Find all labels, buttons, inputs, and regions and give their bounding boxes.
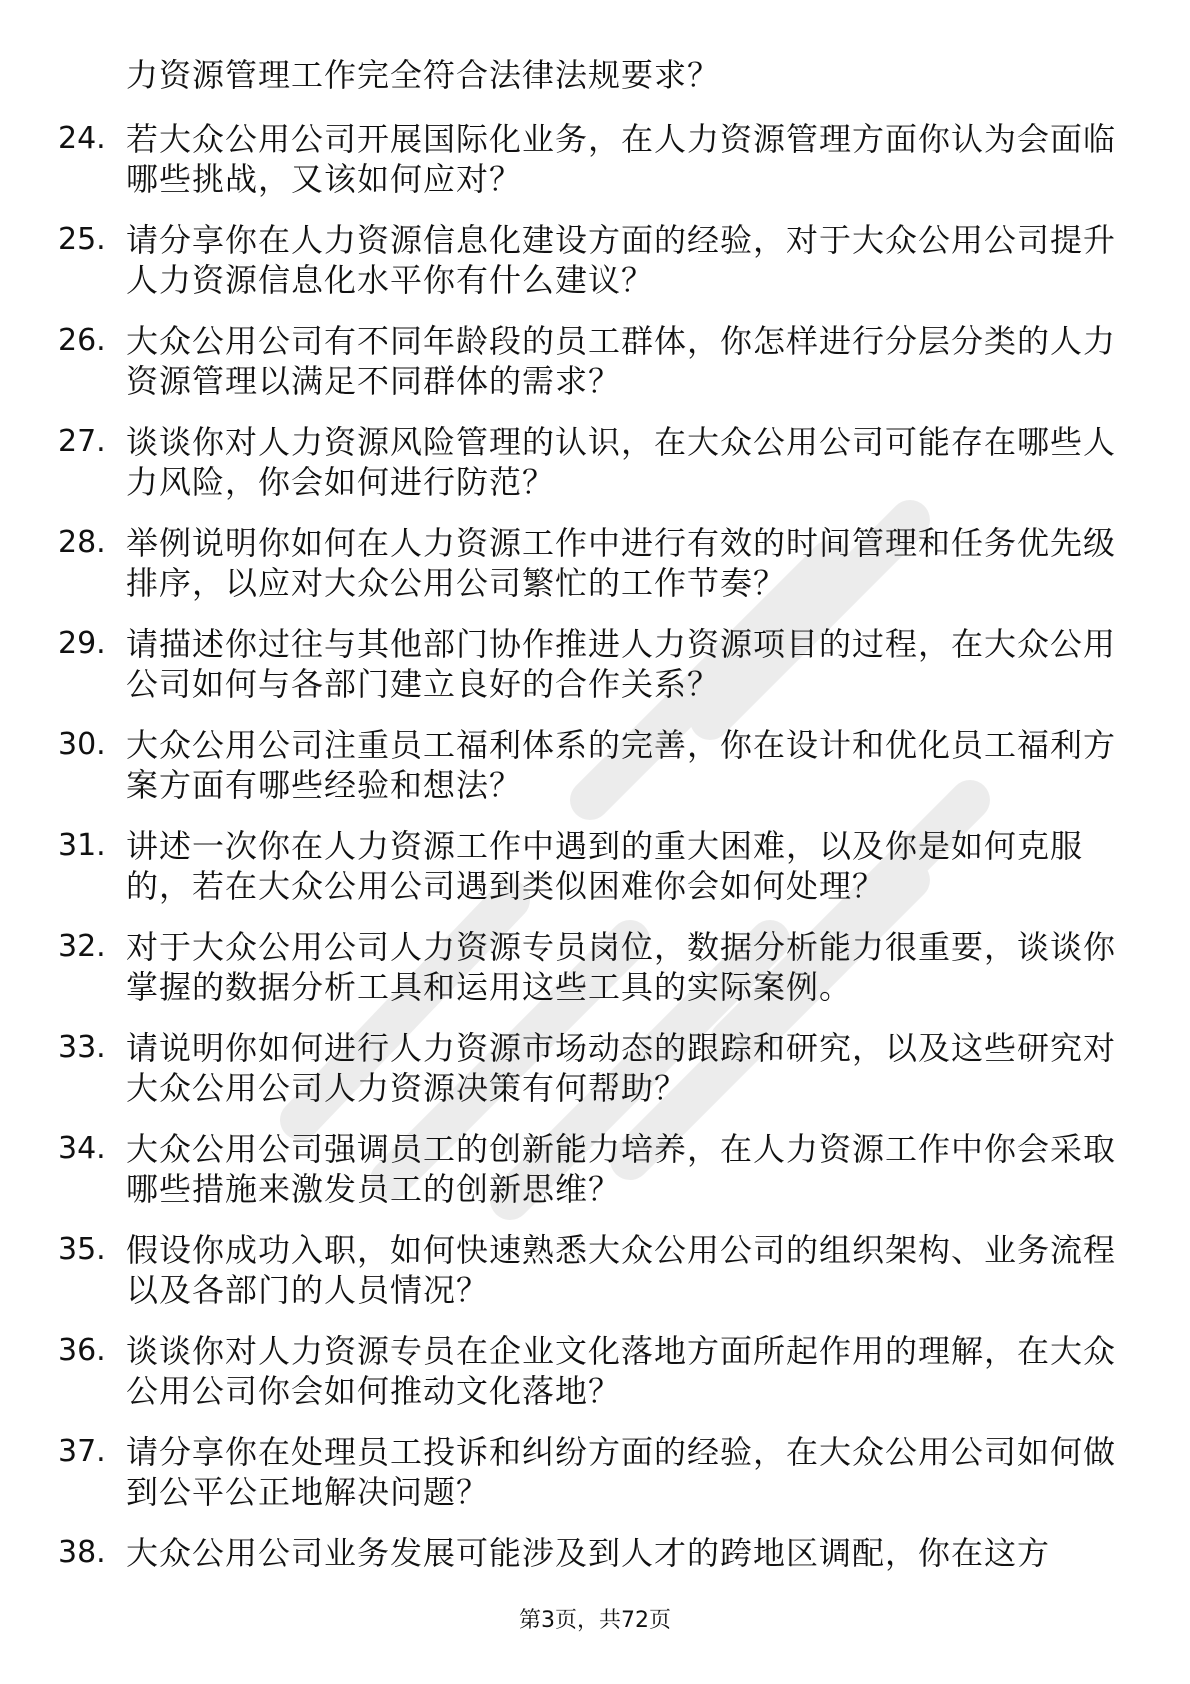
list-item xyxy=(58,1230,1118,1310)
list-item xyxy=(58,422,1118,502)
question-text: 举例说明你如何在人力资源工作中进行有效的时间管理和任务优先级排序，以应对大众公用公司繁忙的工作节奏？ xyxy=(126,524,1117,602)
question-text: 请分享你在人力资源信息化建设方面的经验，对于大众公用公司提升人力资源信息化水平你有什么建议？ xyxy=(126,221,1117,299)
question-text: 请描述你过往与其他部门协作推进人力资源项目的过程，在大众公用公司如何与各部门建立良好的合作关系？ xyxy=(126,625,1117,703)
list-item xyxy=(58,1533,1118,1573)
list-item xyxy=(58,624,1118,704)
page-number-label: 第3页，共72页 xyxy=(519,1608,671,1633)
question-text: 请分享你在处理员工投诉和纠纷方面的经验，在大众公用公司如何做到公平公正地解决问题？ xyxy=(126,1433,1117,1511)
question-number: 26. xyxy=(58,323,106,358)
question-number: 24. xyxy=(58,121,106,156)
continued-question-text: 力资源管理工作完全符合法律法规要求？ xyxy=(126,56,721,94)
question-text: 大众公用公司注重员工福利体系的完善，你在设计和优化员工福利方案方面有哪些经验和想法？ xyxy=(126,726,1117,804)
question-text: 若大众公用公司开展国际化业务，在人力资源管理方面你认为会面临哪些挑战，又该如何应对？ xyxy=(126,120,1117,198)
question-number: 28. xyxy=(58,525,106,560)
list-item xyxy=(58,1028,1118,1108)
question-number: 30. xyxy=(58,727,106,762)
list-item xyxy=(58,927,1118,1007)
list-item xyxy=(58,119,1118,199)
question-number: 33. xyxy=(58,1030,106,1065)
question-text: 假设你成功入职，如何快速熟悉大众公用公司的组织架构、业务流程以及各部门的人员情况？ xyxy=(126,1231,1117,1309)
list-item xyxy=(58,1432,1118,1512)
list-item xyxy=(58,826,1118,906)
question-text: 大众公用公司有不同年龄段的员工群体，你怎样进行分层分类的人力资源管理以满足不同群体的需求？ xyxy=(126,322,1117,400)
list-item xyxy=(58,725,1118,805)
question-text: 讲述一次你在人力资源工作中遇到的重大困难，以及你是如何克服的，若在大众公用公司遇到类似困难你会如何处理？ xyxy=(126,827,1084,905)
list-item xyxy=(58,321,1118,401)
list-item xyxy=(58,1129,1118,1209)
question-number: 32. xyxy=(58,929,106,964)
list-item xyxy=(58,220,1118,300)
list-item xyxy=(58,523,1118,603)
question-number: 29. xyxy=(58,626,106,661)
question-number: 31. xyxy=(58,828,106,863)
question-text: 大众公用公司业务发展可能涉及到人才的跨地区调配，你在这方 xyxy=(126,1534,1051,1572)
question-number: 25. xyxy=(58,222,106,257)
question-list xyxy=(58,119,1118,1573)
list-item xyxy=(58,1331,1118,1411)
question-text: 谈谈你对人力资源风险管理的认识，在大众公用公司可能存在哪些人力风险，你会如何进行防范？ xyxy=(126,423,1117,501)
question-number: 37. xyxy=(58,1434,106,1469)
question-number: 35. xyxy=(58,1232,106,1267)
question-text: 对于大众公用公司人力资源专员岗位，数据分析能力很重要，谈谈你掌握的数据分析工具和运用这些工具的实际案例。 xyxy=(126,928,1117,1006)
question-number: 38. xyxy=(58,1535,106,1570)
question-number: 34. xyxy=(58,1131,106,1166)
page-footer xyxy=(0,1606,1190,1636)
question-number: 36. xyxy=(58,1333,106,1368)
question-text: 谈谈你对人力资源专员在企业文化落地方面所起作用的理解，在大众公用公司你会如何推动文化落地？ xyxy=(126,1332,1117,1410)
document-body xyxy=(58,55,1118,1573)
question-text: 请说明你如何进行人力资源市场动态的跟踪和研究，以及这些研究对大众公用公司人力资源决策有何帮助？ xyxy=(126,1029,1117,1107)
question-text: 大众公用公司强调员工的创新能力培养，在人力资源工作中你会采取哪些措施来激发员工的创新思维？ xyxy=(126,1130,1117,1208)
question-number: 27. xyxy=(58,424,106,459)
